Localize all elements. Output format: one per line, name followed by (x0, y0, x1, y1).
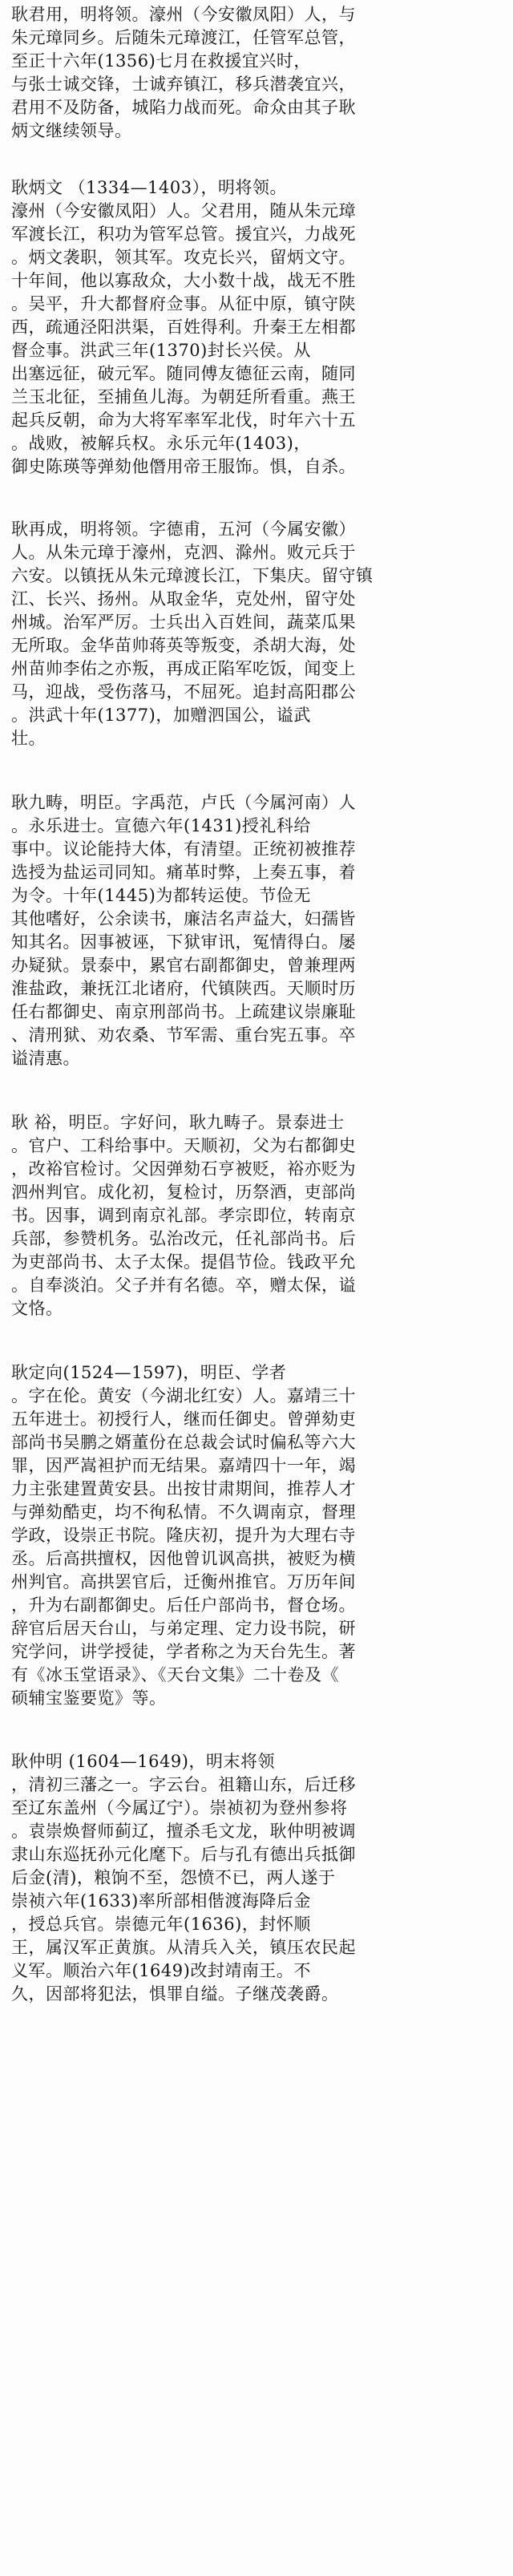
biography-entry-geng-zaicheng (11, 518, 502, 750)
text-line: 义军。顺治六年(1649)改封靖南王。不 (11, 1961, 311, 1980)
text-line: 选授为盐运司同知。痛革时弊，上奏五事，着 (11, 863, 356, 882)
text-line: 州城。治军严厉。士兵出入百姓间，蔬菜瓜果 (11, 613, 356, 632)
text-line: 军渡长江，积功为管军总管。援宜兴，力战死 (11, 224, 356, 244)
text-line: 起兵反朝，命为大将军率军北伐，时年六十五 (11, 410, 356, 430)
text-line: 崇祯六年(1633)率所部相偕渡海降后金 (11, 1891, 311, 1911)
biography-entry-geng-junyong (11, 3, 502, 143)
text-line: 任右都御史、南京刑部尚书。上疏建议崇廉耻 (11, 1002, 356, 1021)
text-line: 其他嗜好，公余读书，廉洁名声益大，妇孺皆 (11, 909, 356, 928)
text-line: 与张士诚交锋，士诚弃镇江，移兵潜袭宜兴， (11, 75, 356, 94)
entry-separator (11, 1710, 502, 1750)
text-line: 督佥事。洪武三年(1370)封长兴侯。从 (11, 341, 311, 360)
text-line: 炳文继续领导。 (11, 121, 132, 140)
text-line: 究学问，讲学授徒，学者称之为天台先生。著 (11, 1642, 356, 1661)
text-line: 久，因部将犯法，惧罪自缢。子继茂袭爵。 (11, 1984, 339, 2004)
text-line: 事中。议论能持大体，有清望。正统初被推荐 (11, 839, 356, 859)
text-line: 兰玉北征，至捕鱼儿海。为朝廷所看重。燕王 (11, 387, 356, 406)
text-line: 书。因事，调到南京礼部。孝宗即位，转南京 (11, 1206, 356, 1225)
text-line: 淮盐政，兼抚江北诸府，代镇陕西。天顺时历 (11, 979, 356, 998)
text-line: 君用不及防备，城陷力战而死。命众由其子耿 (11, 98, 356, 117)
text-line: 至正十六年(1356)七月在救援宜兴时， (11, 51, 311, 71)
entry-separator (11, 479, 502, 518)
entry-separator (11, 143, 502, 176)
text-line: 泗州判官。成化初，复检讨，历祭酒，吏部尚 (11, 1183, 356, 1202)
biography-entry-geng-bingwen (11, 176, 502, 479)
text-line: 西，疏通泾阳洪渠，百姓得利。升秦王左相都 (11, 317, 356, 337)
text-line: 办疑狱。景泰中，累官右副都御史，曾兼理两 (11, 956, 356, 975)
text-line: 六安。以镇抚从朱元璋渡长江，下集庆。留守镇 (11, 566, 374, 585)
text-line: 辞官后居天台山，与弟定理、定力设书院，研 (11, 1619, 356, 1638)
text-line: 。字在伦。黄安（今湖北红安）人。嘉靖三十 (11, 1386, 356, 1405)
text-line: 、清刑狱、劝农桑、节军需、重台宪五事。卒 (11, 1025, 356, 1045)
biography-entry-geng-zhongming (11, 1750, 502, 2006)
text-line: 江、长兴、扬州。从取金华，克处州，留守处 (11, 589, 356, 609)
text-line: ，改裕官检讨。父因弹劾石亨被贬，裕亦贬为 (11, 1159, 356, 1179)
text-line: 出塞远征，破元军。随同傅友德征云南，随同 (11, 364, 356, 383)
text-line: 御史陈瑛等弹劾他僭用帝王服饰。惧，自杀。 (11, 457, 356, 476)
text-line: 部尚书吴鹏之婿董份在总裁会试时偏私等六大 (11, 1433, 356, 1452)
text-line: 十年间，他以寡敌众，大小数十战，战无不胜 (11, 271, 356, 290)
text-line: 。洪武十年(1377)，加赠泗国公，谥武 (11, 706, 311, 725)
text-line: 与弹劾酷吏，均不徇私情。不久调南京，督理 (11, 1502, 356, 1522)
entry-separator (11, 1320, 502, 1361)
text-line: 。永乐进士。宣德六年(1431)授礼科给 (11, 816, 311, 835)
text-line: 至辽东盖州（今属辽宁）。崇祯初为登州参将 (11, 1798, 348, 1818)
text-line: 隶山东巡抚孙元化麾下。后与孔有德出兵抵御 (11, 1845, 356, 1864)
text-line: 为吏部尚书、太子太保。提倡节俭。钱政平允 (11, 1252, 356, 1272)
text-line: 文恪。 (11, 1299, 63, 1318)
text-line: 学政，设崇正书院。隆庆初，提升为大理右寺 (11, 1526, 356, 1545)
biography-entry-geng-dingxiang (11, 1361, 502, 1710)
text-line: 有《冰玉堂语录》、《天台文集》二十卷及《 (11, 1665, 339, 1684)
text-line: 州苗帅李佑之亦叛，再成正陷军吃饭，闻变上 (11, 659, 356, 678)
text-line: 濠州（今安徽凤阳）人。父君用，随从朱元璋 (11, 201, 356, 220)
text-line: 。战败，被解兵权。永乐元年(1403)， (11, 434, 311, 453)
text-line: 力主张建置黄安县。出按甘肃期间，推荐人才 (11, 1479, 356, 1498)
text-line: 。袁崇焕督师蓟辽，擅杀毛文龙，耿仲明被调 (11, 1822, 356, 1841)
text-line: 罪，因严嵩袒护而无结果。嘉靖四十一年，竭 (11, 1456, 356, 1475)
text-line: 耿君用，明将领。濠州（今安徽凤阳）人，与 (11, 5, 356, 24)
text-line: 耿炳文 （1334—1403），明将领。 (11, 178, 288, 197)
text-line: 兵部，参赞机务。弘治改元，任礼部尚书。后 (11, 1229, 356, 1248)
text-line: 耿定向(1524—1597)，明臣、学者 (11, 1363, 287, 1382)
text-line: 。官户、工科给事中。天顺初，父为右都御史 (11, 1136, 356, 1155)
text-line: 五年进士。初授行人，继而任御史。曾弹劾吏 (11, 1409, 356, 1429)
text-line: 耿仲明 (1604—1649)，明末将领 (11, 1752, 275, 1771)
text-line: 耿再成，明将领。字德甫，五河（今属安徽） (11, 520, 356, 539)
text-line: 。炳文袭职，领其军。攻克长兴，留炳文守。 (11, 248, 356, 267)
text-line: 为令。十年(1445)为都转运使。节俭无 (11, 886, 311, 905)
text-line: 知其名。因事被诬，下狱审讯，冤情得白。屡 (11, 932, 356, 952)
text-line: 王，属汉军正黄旗。从清兵入关，镇压农民起 (11, 1938, 356, 1957)
entry-separator (11, 750, 502, 791)
biography-entry-geng-yu (11, 1111, 502, 1320)
biography-entry-geng-jiuchou (11, 791, 502, 1070)
text-line: 马，迎战，受伤落马，不屈死。追封高阳郡公 (11, 682, 356, 702)
text-line: 。自奉淡泊。父子并有名德。卒，赠太保，谥 (11, 1276, 356, 1295)
text-line: ，授总兵官。崇德元年(1636)，封怀顺 (11, 1915, 311, 1934)
text-line: ，升为右副都御史。后任户部尚书，督仓场。 (11, 1595, 356, 1615)
text-line: 硕辅宝鉴要览》等。 (11, 1688, 167, 1708)
text-line: 耿 裕，明臣。字好问，耿九畴子。景泰进士 (11, 1113, 345, 1132)
text-line: 州判官。高拱罢官后，迁衡州推官。万历年间 (11, 1572, 356, 1591)
text-line: 后金(清)，粮饷不至，怨愤不已，两人遂于 (11, 1868, 336, 1887)
entry-separator (11, 1070, 502, 1111)
text-line: 耿九畴，明臣。字禹范，卢氏（今属河南）人 (11, 793, 356, 812)
text-line: 。吴平，升大都督府佥事。从征中原，镇守陕 (11, 294, 356, 313)
text-line: 壮。 (11, 729, 46, 748)
text-line: 无所取。金华苗帅蒋英等叛变，杀胡大海，处 (11, 636, 356, 655)
text-line: 丞。后高拱擅权，因他曾讥讽高拱，被贬为横 (11, 1549, 356, 1568)
text-line: 谥清惠。 (11, 1049, 80, 1068)
text-line: 朱元璋同乡。后随朱元璋渡江，任管军总管， (11, 28, 356, 47)
text-line: 人。从朱元璋于濠州，克泗、滁州。败元兵于 (11, 543, 356, 562)
text-line: ，清初三藩之一。字云台。祖籍山东，后迁移 (11, 1775, 356, 1794)
